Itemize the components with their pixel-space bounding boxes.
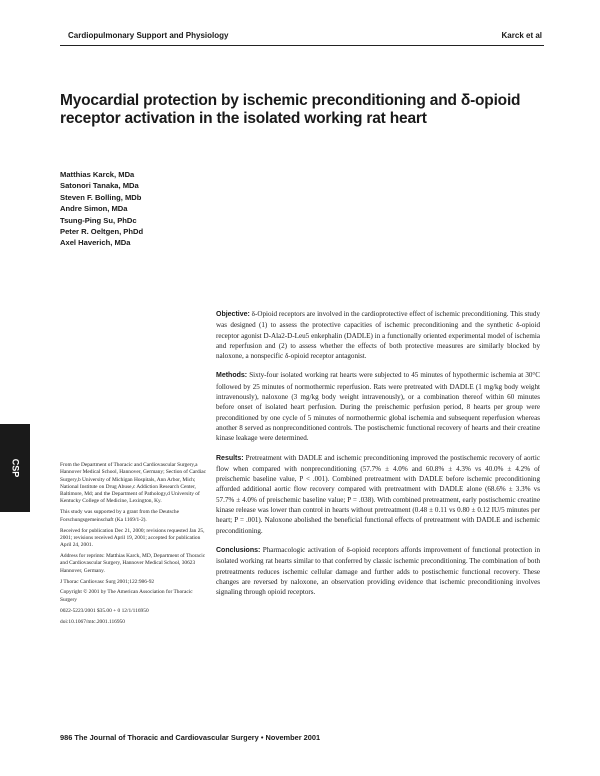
results-label: Results:	[216, 454, 244, 462]
issn: 0022-5223/2001 $35.00 + 0 12/1/116950	[60, 607, 149, 614]
author: Matthias Karck, MDa	[60, 170, 135, 179]
author: Satonori Tanaka, MDa	[60, 181, 139, 191]
author: Peter R. Oeltgen, PhDd	[60, 226, 144, 236]
author: Tsung-Ping Su, PhDc	[60, 215, 137, 225]
abstract-results	[216, 453, 540, 536]
received-dates: Received for publication Dec 21, 2000; revisions requested Jan 25, 2001; revisions received April 19, 2001; accepted for publication April 24, 2001.	[60, 527, 205, 549]
methods-label: Methods:	[216, 372, 248, 380]
conclusions-label: Conclusions:	[216, 546, 261, 554]
affiliation-text: From the Department of Thoracic and Cardiovascular Surgery,a Hannover Medical School, Hannover, Germany; Section of Cardiac Surgery,b University of Michigan Hospitals, Ann Arbor, Mich; National Institute on Drug Abuse,c Addiction Research Center, Baltimore, Md; and the Department of Pathology,d University of Kentucky College of Medicine, Lexington, Ky.	[60, 462, 207, 505]
objective-text: δ-Opioid receptors are involved in the cardioprotective effect of ischemic preconditioning. This study was designed (1) to assess the protective capacities of ischemic preconditioning and the synthetic δ-opioid receptor agonist D-Ala2-D-Leu5 enkephalin (DADLE) in a functionally oriented experimental model of ischemia and reperfusion and (2) to assess whether the effects of both protective measures are similarly blocked by naloxone, a nonspecific δ-opioid receptor antagonist.	[216, 310, 540, 361]
objective-label: Objective:	[216, 311, 250, 318]
running-head	[68, 28, 542, 42]
funding-note: This study was supported by a grant from the Deutsche Forschungsgemeinschaft (Ka 1169/1-2).	[60, 509, 180, 523]
page-footer: 986 The Journal of Thoracic and Cardiovascular Surgery • November 2001	[60, 733, 321, 742]
author: Steven F. Bolling, MDb	[60, 192, 142, 202]
running-head-authors: Karck et al	[501, 30, 542, 40]
abstract-objective	[216, 309, 540, 361]
citation: J Thorac Cardiovasc Surg 2001;122:986-92	[60, 578, 155, 585]
reprint-address: Address for reprints: Matthias Karck, MD, Department of Thoracic and Cardiovascular Surgery, Hannover Medical School, 30623 Hannover, Germany.	[60, 553, 206, 574]
section-tab	[0, 424, 30, 512]
author: Axel Haverich, MDa	[60, 238, 131, 248]
abstract-methods	[216, 370, 540, 443]
results-text: Pretreatment with DADLE and ischemic preconditioning improved the postischemic recovery of aortic flow when compared with nonpreconditioning (57.7% ± 4.0% and 60.8% ± 4.3% vs 40.0% ± 4.2% of preischemic baseline value, P < .001). Combined pretreatment with DADLE before ischemic preconditioning afforded additional aortic flow recovery compared with pretreatment with DADLE alone (68.6% ± 3.3% vs 57.7% ± 4.0% of preischemic baseline value; P = .038). With combined pretreatment, early postischemic creatine kinase release was lower than control in hearts without pretreatment (0.48 ± 0.11 vs 0.80 ± 0.12 IU/5 minutes per heart; P = .001). Naloxone abolished the beneficial functional effects of pretreatment with DADLE and ischemic preconditioning.	[216, 453, 540, 535]
article-title: Myocardial protection by ischemic preconditioning and δ-opioid receptor activation in the isolated working rat heart	[60, 92, 521, 127]
doi: doi:10.1067/mtc.2001.116950	[60, 618, 125, 625]
affiliations	[60, 462, 208, 629]
author: Andre Simon, MDa	[60, 204, 128, 214]
header-rule	[60, 45, 544, 46]
running-head-section: Cardiopulmonary Support and Physiology	[68, 30, 229, 40]
methods-text: Sixty-four isolated working rat hearts were subjected to 45 minutes of hypothermic ischemia at 30°C followed by 25 minutes of normothermic reperfusion. Rats were pretreated with DADLE (1 mg/kg body weight intravenously), naloxone (3 mg/kg body weight intravenously), or a combination thereof within 60 minutes before onset of isolated heart perfusion. During the preischemic perfusion period, 8 hearts per group were preconditioned by one cycle of 5 minutes of normothermic global ischemia and subsequent reperfusion whereas another 8 served as nonpreconditioned controls. The postischemic functional recovery of hearts and their creatine kinase leakage were determined.	[216, 371, 540, 443]
section-tab-label: CSP	[9, 458, 20, 478]
conclusions-text: Pharmacologic activation of δ-opioid receptors affords improvement of functional protection in isolated working rat hearts similar to that conferred by classic ischemic preconditioning. The combination of both pretreatments reduces ischemic cellular damage and further adds to postischemic functional recovery. These changes are reversed by naloxone, an observation providing evidence that ischemic preconditioning involves signaling through opioid receptors.	[216, 545, 540, 597]
abstract-conclusions	[216, 545, 540, 597]
author-list	[60, 169, 260, 249]
copyright: Copyright © 2001 by The American Association for Thoracic Surgery	[60, 589, 193, 603]
abstract	[216, 309, 540, 606]
